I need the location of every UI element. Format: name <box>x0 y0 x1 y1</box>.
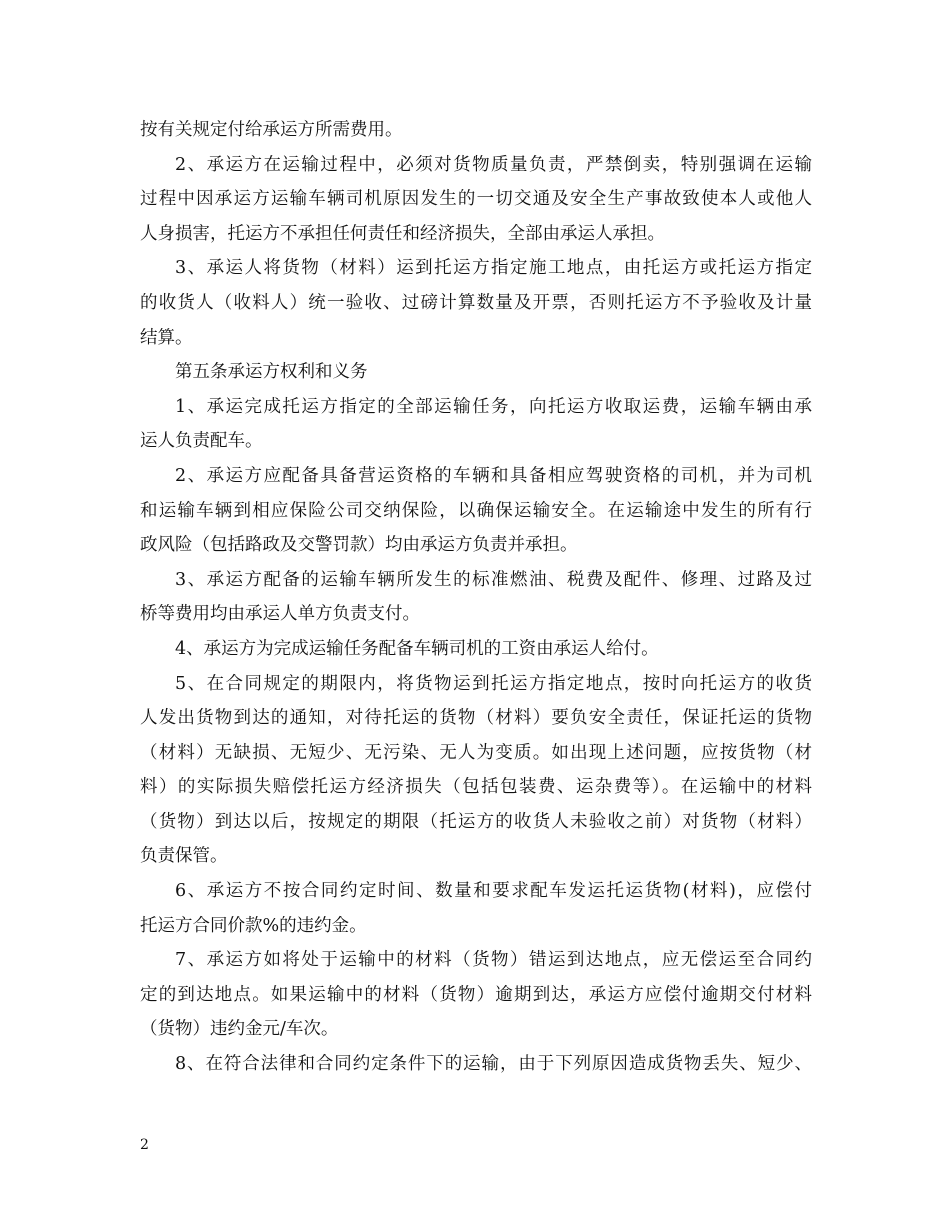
text-line: 2、承运方在运输过程中，必须对货物质量负责，严禁倒卖，特别强调在运输 <box>175 154 812 175</box>
text-line: 1、承运完成托运方指定的全部运输任务，向托运方收取运费，运输车辆由承 <box>175 396 812 417</box>
text-line: （货物）违约金元/车次。 <box>140 1019 339 1040</box>
text-line: （材料）无缺损、无短少、无污染、无人为变质。如出现上述问题，应按货物（材 <box>140 742 812 763</box>
text-line: 4、承运方为完成运输任务配备车辆司机的工资由承运人给付。 <box>175 638 659 659</box>
text-line: 定的到达地点。如果运输中的材料（货物）逾期到达，承运方应偿付逾期交付材料 <box>140 984 812 1005</box>
text-line: 7、承运方如将处于运输中的材料（货物）错运到达地点，应无偿运至合同约 <box>175 950 812 971</box>
text-line: 结算。 <box>140 327 193 348</box>
text-line: 人发出货物到达的通知，对待托运的货物（材料）要负安全责任，保证托运的货物 <box>140 708 812 729</box>
text-line: 2、承运方应配备具备营运资格的车辆和具备相应驾驶资格的司机，并为司机 <box>175 465 812 486</box>
text-line: 负责保管。 <box>140 846 228 867</box>
text-line: 政风险（包括路政及交警罚款）均由承运方负责并承担。 <box>140 535 578 556</box>
text-line: （货物）到达以后，按规定的期限（托运方的收货人未验收之前）对货物（材料） <box>140 811 812 832</box>
text-line: 人身损害，托运方不承担任何责任和经济损失，全部由承运人承担。 <box>140 223 665 244</box>
text-line: 的收货人（收料人）统一验收、过磅计算数量及开票，否则托运方不予验收及计量 <box>140 292 812 313</box>
page-number: 2 <box>140 1137 149 1153</box>
text-line: 桥等费用均由承运人单方负责支付。 <box>140 604 420 625</box>
text-line: 托运方合同价款%的违约金。 <box>140 915 367 936</box>
text-line: 按有关规定付给承运方所需费用。 <box>140 120 403 140</box>
text-line: 8、在符合法律和合同约定条件下的运输，由于下列原因造成货物丢失、短少、 <box>175 1054 812 1075</box>
text-line: 过程中因承运方运输车辆司机原因发生的一切交通及安全生产事故致使本人或他人 <box>140 189 812 210</box>
document-body <box>140 113 812 1082</box>
text-line: 料）的实际损失赔偿托运方经济损失（包括包装费、运杂费等）。在运输中的材料 <box>140 777 812 798</box>
text-line: 3、承运方配备的运输车辆所发生的标准燃油、税费及配件、修理、过路及过 <box>175 569 812 590</box>
text-line: 运人负责配车。 <box>140 431 263 452</box>
text-line: 3、承运人将货物（材料）运到托运方指定施工地点，由托运方或托运方指定 <box>175 258 812 279</box>
text-line: 5、在合同规定的期限内，将货物运到托运方指定地点，按时向托运方的收货 <box>175 673 812 694</box>
text-line: 6、承运方不按合同约定时间、数量和要求配车发运托运货物(材料)，应偿付 <box>175 881 812 902</box>
text-line: 第五条承运方权利和义务 <box>175 362 368 383</box>
text-line: 和运输车辆到相应保险公司交纳保险，以确保运输安全。在运输途中发生的所有行 <box>140 500 812 521</box>
